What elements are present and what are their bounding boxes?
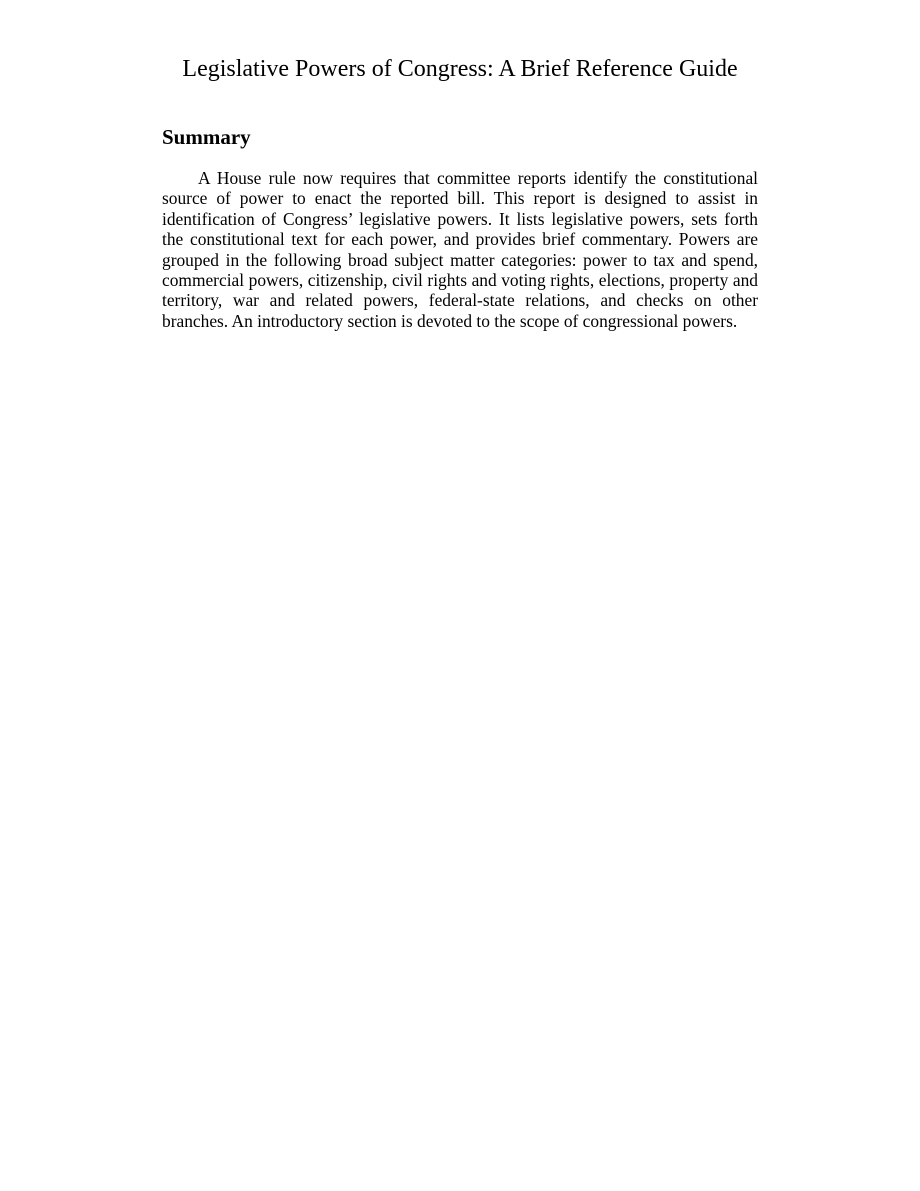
summary-heading: Summary [162,125,251,149]
summary-paragraph: A House rule now requires that committee reports identify the constitutional source of power to enact the reported bill. This report is designed to assist in identification of Congress’ legislative powers. It lists legislative powers, sets forth the constitutional text for each power, and provides brief commentary. Powers are grouped in the following broad subject matter categories: power to tax and spend, commercial powers, citizenship, civil rights and voting rights, elections, property and territory, war and related powers, federal-state relations, and checks on other branches. An introductory section is devoted to the scope of congressional powers. [162,168,758,331]
document-title: Legislative Powers of Congress: A Brief Reference Guide [182,56,738,82]
